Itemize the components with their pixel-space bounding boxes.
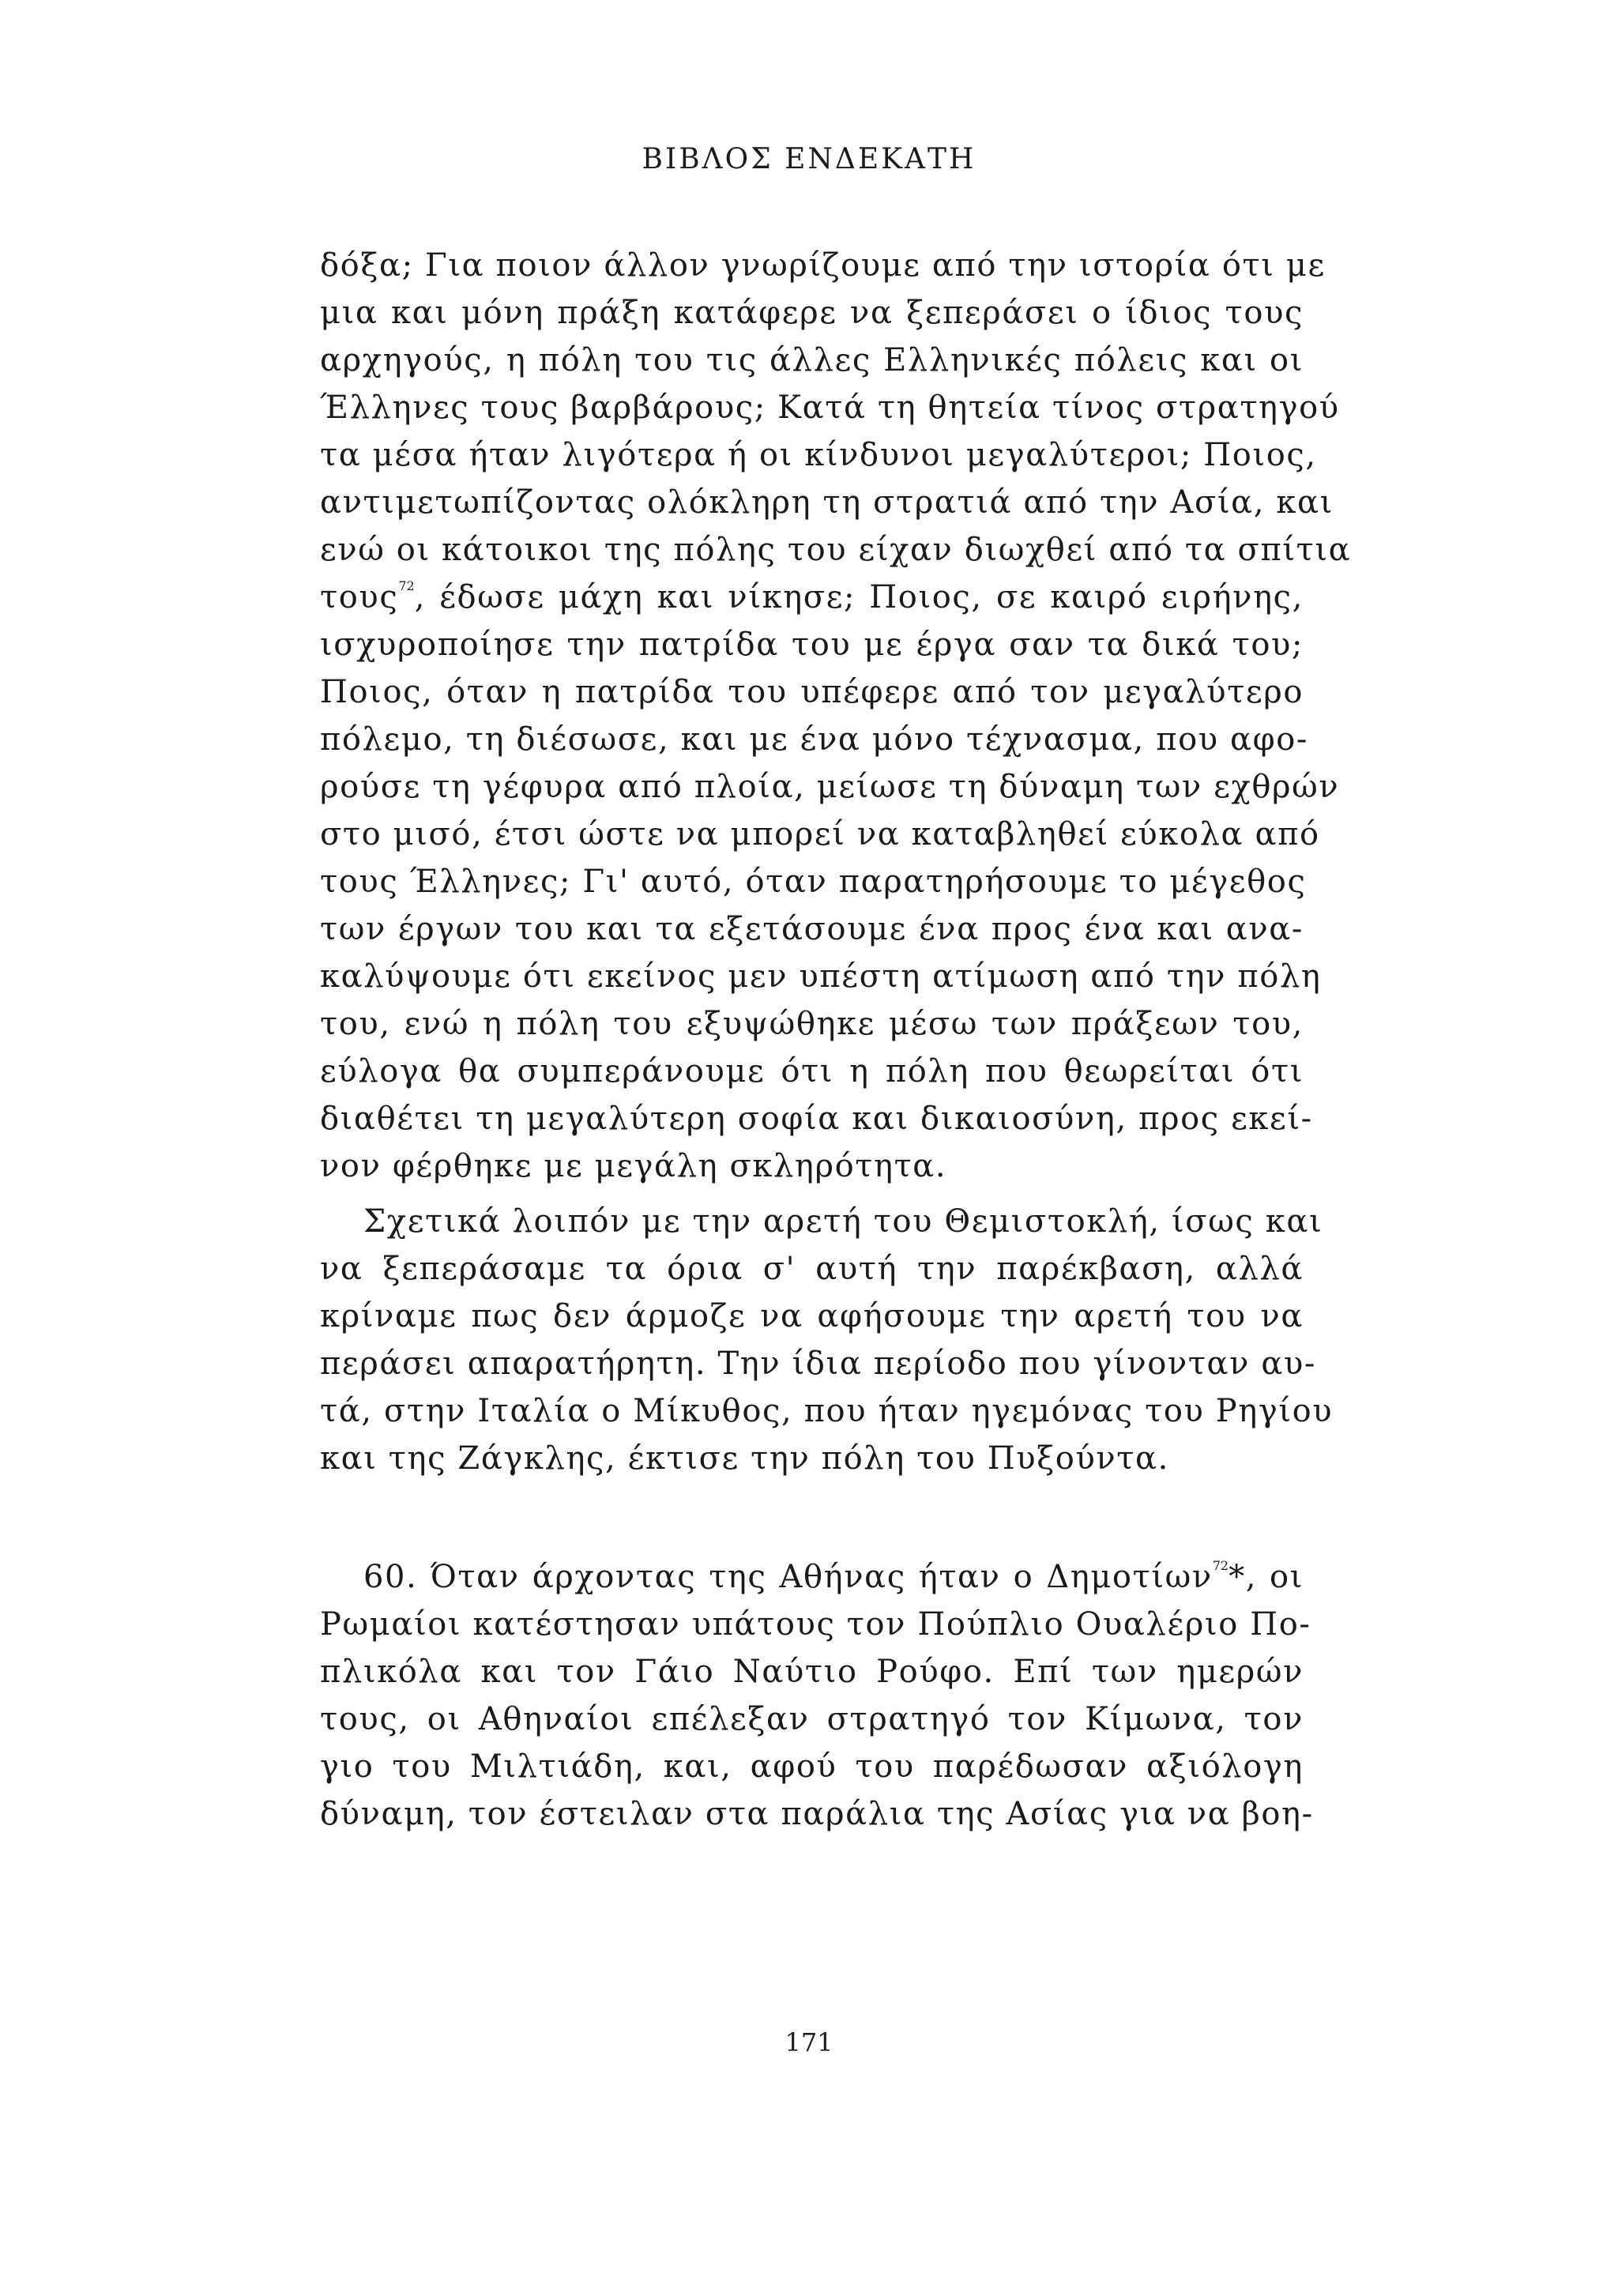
- text-line: γιο του Μιλτιάδη, και, αφού του παρέδωσαν αξιόλογη: [320, 1748, 1304, 1785]
- text-line: τά, στην Ιταλία ο Μίκυθος, που ήταν ηγεμόνας του Ρηγίου: [320, 1393, 1334, 1429]
- text-line: Έλληνες τους βαρβάρους; Κατά τη θητεία τίνος στρατηγού: [320, 390, 1340, 426]
- text-line: δόξα; Για ποιον άλλον γνωρίζουμε από την ιστορία ότι με: [320, 247, 1326, 284]
- footnote-marker: 72: [1212, 1558, 1229, 1573]
- text-line: τους, οι Αθηναίοι επέλεξαν στρατηγό τον Κίμωνα, τον: [320, 1701, 1304, 1737]
- footnote-marker: 72: [398, 578, 415, 593]
- text-fragment: τους: [320, 579, 399, 615]
- text-line: να ξεπεράσαμε τα όρια σ' αυτή την παρέκβαση, αλλά: [320, 1251, 1304, 1287]
- text-line: διαθέτει τη μεγαλύτερη σοφία και δικαιοσύνη, προς εκεί-: [320, 1101, 1313, 1137]
- text-fragment: 60. Όταν άρχοντας της Αθήνας ήταν ο Δημοτίων: [363, 1559, 1213, 1595]
- text-line: του, ενώ η πόλη του εξυψώθηκε μέσω των πράξεων του,: [320, 1006, 1304, 1042]
- text-line: ενώ οι κάτοικοι της πόλης του είχαν διωχθεί από τα σπίτια: [320, 532, 1352, 568]
- running-head: ΒΙΒΛΟΣ ΕΝΔΕΚΑΤΗ: [642, 143, 976, 175]
- text-line: πόλεμο, τη διέσωσε, και με ένα μόνο τέχνασμα, που αφο-: [320, 721, 1309, 758]
- text-line: αρχηγούς, η πόλη του τις άλλες Ελληνικές πόλεις και οι: [320, 342, 1304, 378]
- text-line: νον φέρθηκε με μεγάλη σκληρότητα.: [320, 1148, 947, 1184]
- text-line: Ρωμαίοι κατέστησαν υπάτους τον Πούπλιο Ουαλέριο Πο-: [320, 1606, 1311, 1643]
- text-fragment: , έδωσε μάχη και νίκησε; Ποιος, σε καιρό ειρήνης,: [414, 579, 1304, 615]
- text-line: πλικόλα και τον Γάιο Ναύτιο Ρούφο. Επί των ημερών: [320, 1654, 1304, 1690]
- text-line: μια και μόνη πράξη κατάφερε να ξεπεράσει ο ίδιος τους: [320, 295, 1304, 331]
- text-line: ισχυροποίησε την πατρίδα του με έργα σαν τα δικά του;: [320, 627, 1304, 663]
- text-line-with-footnote: [320, 574, 1304, 621]
- text-line: Ποιος, όταν η πατρίδα του υπέφερε από τον μεγαλύτερο: [320, 674, 1304, 710]
- text-line: ρούσε τη γέφυρα από πλοία, μείωσε τη δύναμη των εχθρών: [320, 769, 1340, 805]
- text-line: στο μισό, έτσι ώστε να μπορεί να καταβληθεί εύκολα από: [320, 816, 1320, 853]
- text-line: αντιμετωπίζοντας ολόκληρη τη στρατιά από την Ασία, και: [320, 484, 1334, 521]
- text-line: κρίναμε πως δεν άρμοζε να αφήσουμε την αρετή του να: [320, 1298, 1304, 1334]
- text-line: καλύψουμε ότι εκείνος μεν υπέστη ατίμωση από την πόλη: [320, 958, 1322, 995]
- text-line: Σχετικά λοιπόν με την αρετή του Θεμιστοκλή, ίσως και: [363, 1203, 1323, 1240]
- text-line: εύλογα θα συμπεράνουμε ότι η πόλη που θεωρείται ότι: [320, 1053, 1304, 1090]
- text-line: δύναμη, τον έστειλαν στα παράλια της Ασίας για να βοη-: [320, 1796, 1314, 1832]
- text-line: περάσει απαρατήρητη. Την ίδια περίοδο που γίνονταν αυ-: [320, 1346, 1317, 1382]
- text-line: τους Έλληνες; Γι' αυτό, όταν παρατηρήσουμε το μέγεθος: [320, 864, 1307, 900]
- text-line: τα μέσα ήταν λιγότερα ή οι κίνδυνοι μεγαλύτεροι; Ποιος,: [320, 437, 1317, 473]
- text-line-with-footnote: [363, 1553, 1304, 1601]
- text-line: των έργων του και τα εξετάσουμε ένα προς ένα και ανα-: [320, 911, 1304, 947]
- text-line: και της Ζάγκλης, έκτισε την πόλη του Πυξούντα.: [320, 1440, 1169, 1477]
- text-fragment: *, οι: [1229, 1559, 1304, 1595]
- page-number: 171: [785, 2027, 833, 2057]
